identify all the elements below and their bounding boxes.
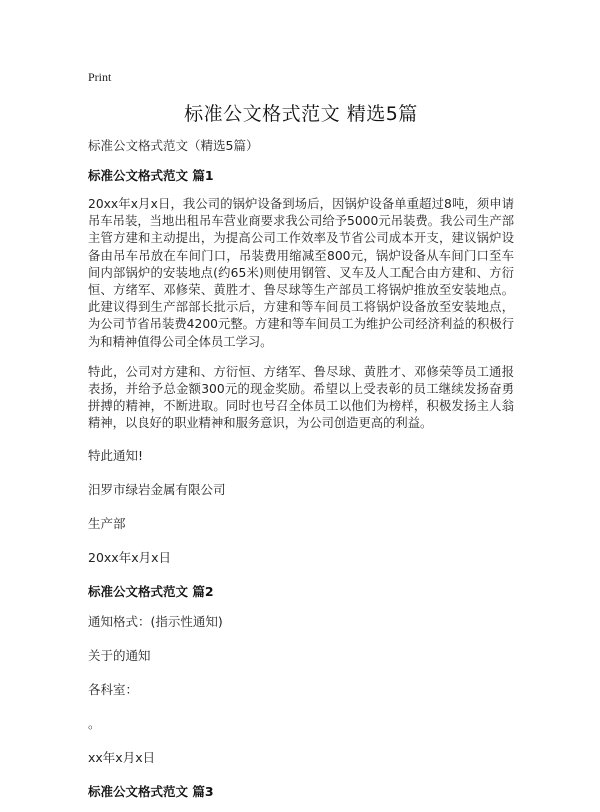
page-title: 标准公文格式范文 精选5篇	[184, 103, 418, 125]
section-2	[88, 582, 514, 766]
closing-line: 特此通知!	[88, 447, 144, 463]
document-subtitle: 标准公文格式范文（精选5篇）	[88, 138, 259, 153]
format-line: 通知格式：(指示性通知)	[88, 613, 223, 629]
notice-title-line: 关于的通知	[88, 647, 151, 663]
recipient-line: 各科室：	[88, 681, 139, 697]
company-name: 汨罗市绿岩金属有限公司	[88, 481, 226, 497]
document-page	[88, 70, 514, 812]
section-heading: 标准公文格式范文 篇1	[88, 168, 214, 183]
section-3	[88, 782, 514, 800]
paragraph: 特此，公司对方建和、方衍恒、方绪军、鲁尽球、黄胜才、邓修荣等员工通报表扬，并给予总金额300元的现金奖励。希望以上受表彰的员工继续发扬奋勇拼搏的精神，不断进取。同时也号召全体员工以他们为榜样，积极发扬主人翁精神，以良好的职业精神和服务意识，为公司创造更高的利益。	[88, 364, 514, 431]
print-link[interactable]: Print	[88, 70, 112, 84]
date-line: 20xx年x月x日	[88, 549, 171, 565]
date-line: xx年x月x日	[88, 749, 156, 765]
section-1	[88, 166, 514, 566]
section-heading: 标准公文格式范文 篇2	[88, 583, 214, 599]
body-placeholder-line: 。	[88, 715, 101, 731]
section-heading: 标准公文格式范文 篇3	[88, 783, 214, 799]
department-name: 生产部	[88, 515, 126, 531]
paragraph: 20xx年x月x日，我公司的锅炉设备到场后，因锅炉设备单重超过8吨，须申请吊车吊装，当地出租吊车营业商要求我公司给予5000元吊装费。我公司生产部主管方建和主动提出，为提高公司工作效率及节省公司成本开支，建议锅炉设备由吊车吊放在车间门口，吊装费用缩减至800元，锅炉设备从车间门口至车间内部锅炉的安装地点(约65米)则使用钢管、叉车及人工配合由方建和、方衍恒、方绪军、邓修荣、黄胜才、鲁尽球等生产部员工将锅炉推放至安装地点。此建议得到生产部部长批示后，方建和等车间员工将锅炉设备放至安装地点，为公司节省吊装费4200元整。方建和等车间员工为维护公司经济利益的积极行为和精神值得公司全体员工学习。	[88, 197, 514, 349]
